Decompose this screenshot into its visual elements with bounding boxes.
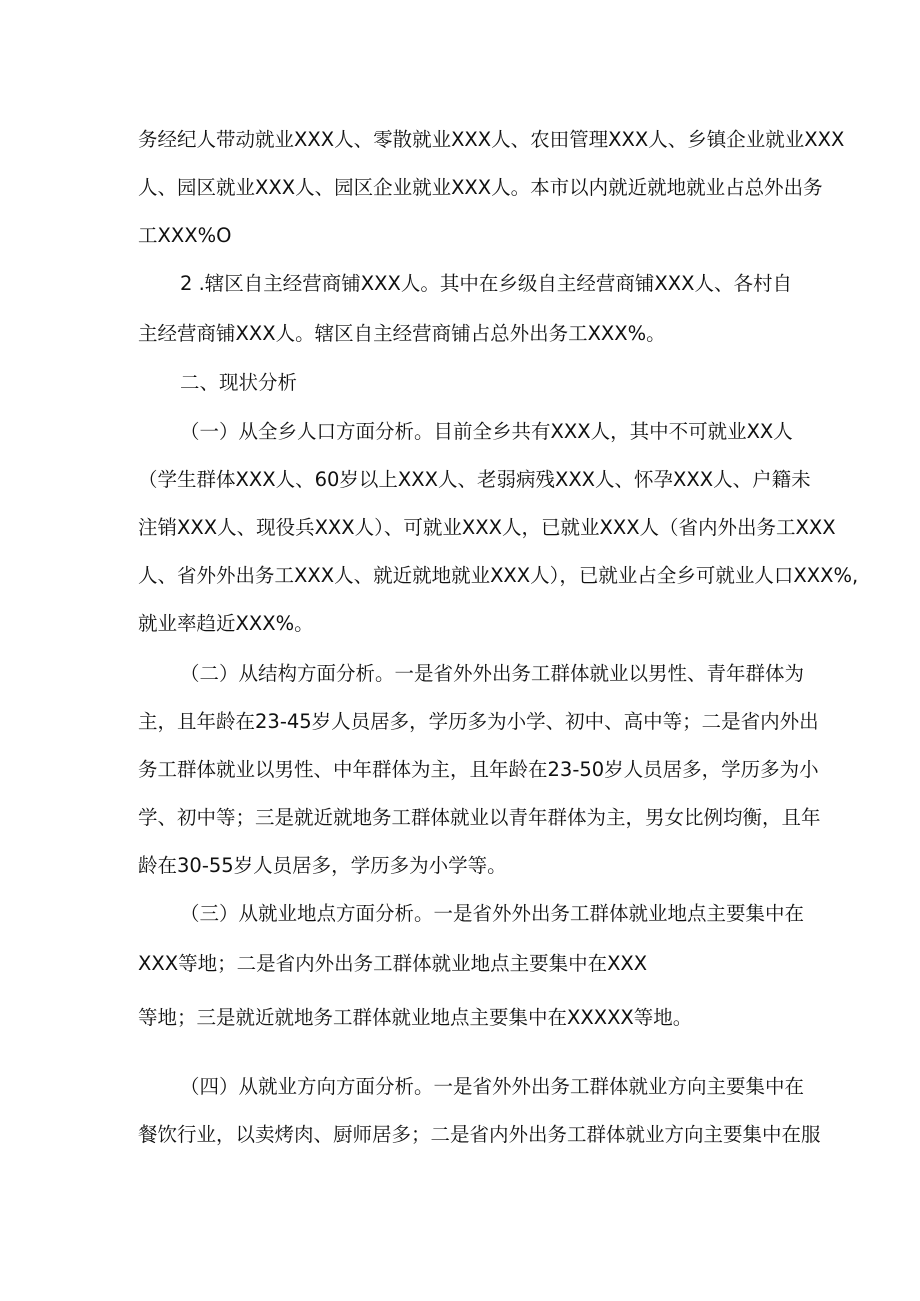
text-line: （二）从结构方面分析。一是省外外出务工群体就业以男性、青年群体为 <box>180 662 805 685</box>
text-line: 主经营商铺XXX人。辖区自主经营商铺占总外出务工XXX%。 <box>138 322 666 345</box>
text-line: 2 .辖区自主经营商铺XXX人。其中在乡级自主经营商铺XXX人、各村自 <box>180 272 792 295</box>
text-line: 人、省外外出务工XXX人、就近就地就业XXX人），已就业占全乡可就业人口XXX%, <box>138 564 859 587</box>
text-line: （三）从就业地点方面分析。一是省外外出务工群体就业地点主要集中在 <box>180 902 805 925</box>
text-line: 就业率趋近XXX%。 <box>138 612 314 635</box>
text-line: 龄在30-55岁人员居多，学历多为小学等。 <box>138 854 507 877</box>
text-line: 主，且年龄在23-45岁人员居多，学历多为小学、初中、高中等；二是省内外出 <box>138 710 819 733</box>
text-line: 等地；三是就近就地务工群体就业地点主要集中在XXXXX等地。 <box>138 1006 693 1029</box>
section-heading: 二、现状分析 <box>180 371 298 394</box>
text-line: 注销XXX人、现役兵XXX人）、可就业XXX人，已就业XXX人（省内外出务工XXX <box>138 516 836 539</box>
text-line: 餐饮行业，以卖烤肉、厨师居多；二是省内外出务工群体就业方向主要集中在服 <box>138 1123 821 1146</box>
text-line: （一）从全乡人口方面分析。目前全乡共有XXX人，其中不可就业XX人 <box>180 420 793 443</box>
text-line: XXX等地；二是省内外出务工群体就业地点主要集中在XXX <box>138 952 648 975</box>
text-line: （四）从就业方向方面分析。一是省外外出务工群体就业方向主要集中在 <box>180 1075 805 1098</box>
text-line: 工XXX%O <box>138 224 232 247</box>
text-line: 务经纪人带动就业XXX人、零散就业XXX人、农田管理XXX人、乡镇企业就业XXX <box>138 128 845 151</box>
text-line: 人、园区就业XXX人、园区企业就业XXX人。本市以内就近就地就业占总外出务 <box>138 176 823 199</box>
text-line: 务工群体就业以男性、中年群体为主，且年龄在23-50岁人员居多，学历多为小 <box>138 758 819 781</box>
text-line: 学、初中等；三是就近就地务工群体就业以青年群体为主，男女比例均衡，且年 <box>138 806 821 829</box>
text-line: （学生群体XXX人、60岁以上XXX人、老弱病残XXX人、怀孕XXX人、户籍未 <box>138 468 811 491</box>
